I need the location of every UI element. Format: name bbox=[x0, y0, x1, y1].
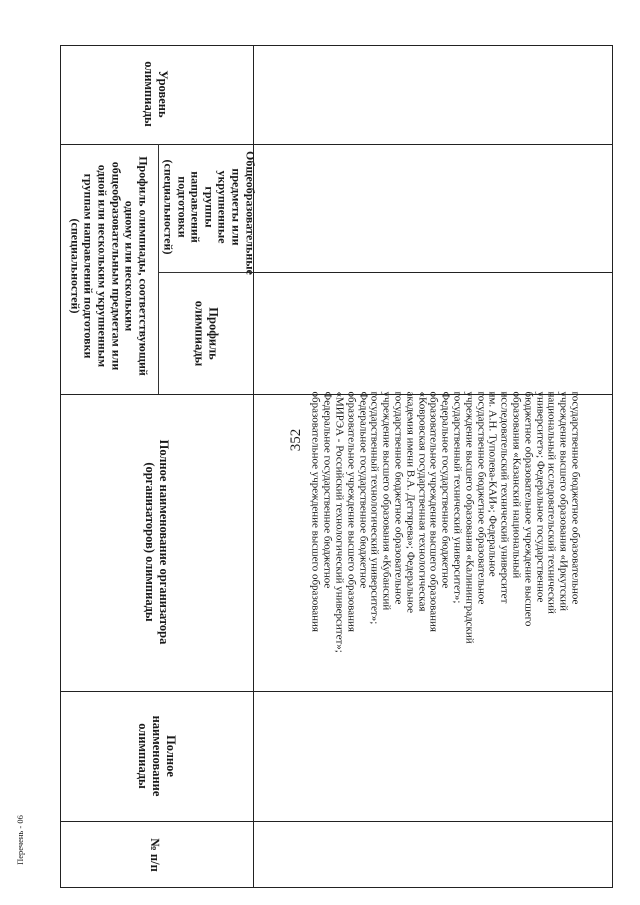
document-code: Перечень - 06 bbox=[15, 815, 25, 865]
organizer-line: им. А.Н. Туполева-КАИ»; Федеральное bbox=[486, 391, 499, 577]
cell-profile bbox=[253, 272, 612, 394]
organizer-lines bbox=[309, 392, 580, 689]
header-organizer: Полное наименование организатора (организаторов) олимпиады bbox=[143, 439, 171, 645]
organizer-line: «МИРЭА - Российский технологический университет»; bbox=[333, 391, 346, 653]
organizer-line: государственный технологический университет»; bbox=[368, 391, 381, 625]
organizer-line: образовательное учреждение высшего образования bbox=[427, 391, 440, 632]
organizer-line: образовательное учреждение высшего образования bbox=[345, 391, 358, 632]
organizer-line: образовательное учреждение высшего образования bbox=[309, 391, 322, 632]
header-olympiad-name: Полное наименование олимпиады bbox=[136, 715, 178, 797]
organizer-line: учреждение высшего образования «Калининградский bbox=[463, 391, 476, 644]
organizer-line: учреждение высшего образования «Иркутский bbox=[557, 391, 570, 612]
organizer-line: Федеральное государственное бюджетное bbox=[439, 391, 452, 589]
organizer-line: государственное бюджетное образовательное bbox=[392, 391, 405, 605]
organizer-line: государственное бюджетное образовательное bbox=[569, 391, 582, 605]
organizer-line: образования «Казанский национальный bbox=[510, 391, 523, 579]
organizer-line: «Ковровская государственная технологическая bbox=[416, 391, 429, 612]
cell-subjects bbox=[253, 144, 612, 272]
organizer-line: государственный технический университет»; bbox=[451, 391, 464, 604]
organizer-line: государственное бюджетное образовательное bbox=[475, 391, 488, 605]
cell-level bbox=[253, 46, 612, 144]
cell-num bbox=[253, 821, 612, 887]
organizer-line: национальный исследовательский технический bbox=[545, 391, 558, 614]
page-number: 352 bbox=[288, 428, 304, 452]
profile-subjects-divider bbox=[158, 272, 253, 273]
header-num: № п/п bbox=[148, 838, 162, 872]
header-subjects: Общеобразовательные предметы или укрупненные группы направлений подготовки (специальностей) bbox=[161, 151, 258, 275]
organizer-line: исследовательский технический университет bbox=[498, 391, 511, 604]
header-profile-group: Профиль олимпиады, соответствующий одному или нескольким общеобразовательным предметам или одной или нескольким укрупненным группам направлений подготовки (специальностей) bbox=[68, 156, 151, 376]
olympiad-table bbox=[60, 45, 613, 888]
organizer-line: Федеральное государственное бюджетное bbox=[357, 391, 370, 589]
organizer-line: академия имени В.А. Дегтярева»; Федеральное bbox=[404, 391, 417, 614]
organizer-line: бюджетное образовательное учреждение высшего bbox=[522, 391, 535, 627]
organizer-line: университет»; Федеральное государственное bbox=[534, 391, 547, 603]
organizer-line: Федеральное государственное бюджетное bbox=[321, 391, 334, 589]
organizer-line: учреждение высшего образования «Кубанский bbox=[380, 391, 393, 611]
organizer-cell bbox=[289, 392, 581, 689]
header-level: Уровень олимпиады bbox=[142, 61, 170, 127]
header-profile: Профиль олимпиады bbox=[193, 300, 221, 367]
cell-olympiad-name bbox=[253, 691, 612, 821]
